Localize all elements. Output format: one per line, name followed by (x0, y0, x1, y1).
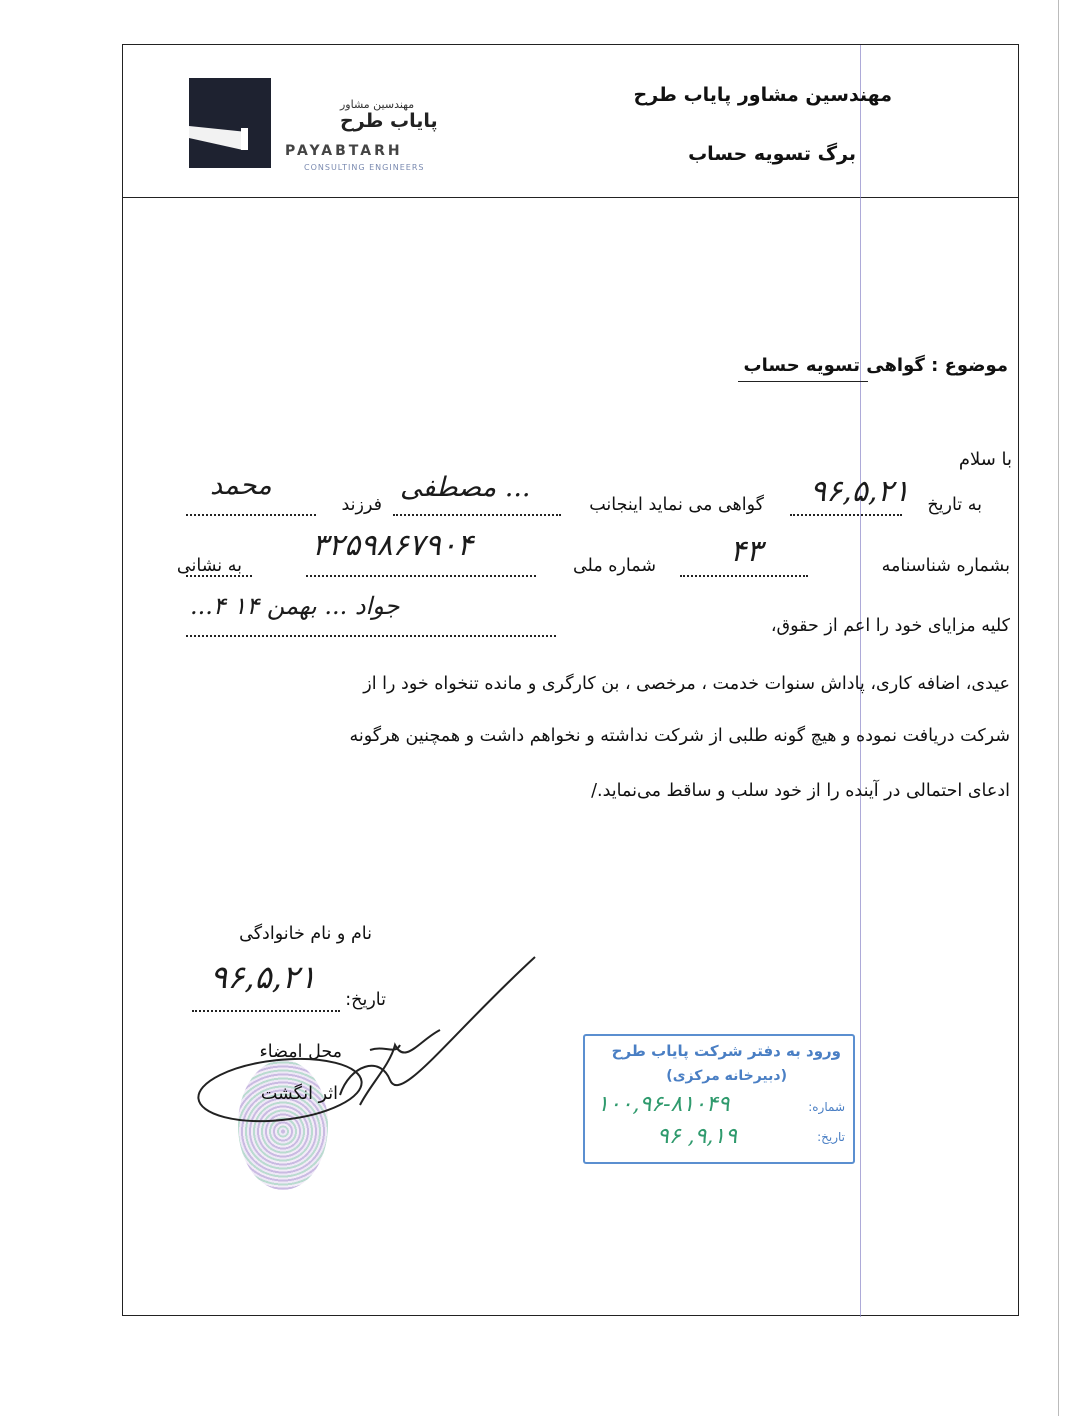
stamp-title: ورود به دفتر شرکت پایاب طرح (611, 1042, 841, 1060)
company-name: مهندسین مشاور پایاب طرح (633, 84, 892, 106)
stamp-number-label: شماره: (808, 1100, 845, 1114)
handwritten-signature (190, 945, 550, 1145)
line1-prefix: به تاریخ (927, 495, 982, 515)
greeting: با سلام (958, 449, 1012, 470)
subject-line: موضوع : گواهی تسویه حساب (743, 355, 1008, 376)
stamp-subtitle: (دبیرخانه مرکزی) (666, 1068, 787, 1084)
stamp-number-value: ۱۰۰,۹۶-۸۱۰۴۹ (597, 1092, 730, 1117)
line3-text: کلیه مزایای خود را اعم از حقوق، (770, 616, 1010, 636)
form-title: برگ تسویه حساب (688, 143, 856, 165)
handwritten-address: ...جواد ... بهمن ۱۴ ۴ (190, 592, 400, 620)
name-label: نام و نام خانوادگی (239, 924, 372, 944)
line1-mid: گواهی می نماید اینجانب (589, 495, 764, 515)
handwritten-date: ۹۶,۵,۲۱ (810, 474, 910, 509)
logo-english-name: PAYABTARH (285, 143, 403, 159)
stamp-date-value: ۹۶ ,۹,۱۹ (657, 1124, 738, 1149)
body-line-4: عیدی، اضافه کاری، پاداش سنوات خدمت ، مرخصی ، بن کارگری و مانده تنخواه خود را از (363, 674, 1010, 694)
handwritten-national-id: ۳۲۵۹۸۶۷۹۰۴ (312, 528, 474, 563)
address-field-dots (186, 635, 556, 637)
date-label: تاریخ: (345, 990, 386, 1010)
page-edge-line (1058, 0, 1059, 1416)
id-number-dots (680, 575, 808, 577)
national-id-dots (306, 575, 536, 577)
address-start-dots (186, 575, 252, 577)
stamp-date-label: تاریخ: (817, 1130, 845, 1144)
father-field-dots (186, 514, 316, 516)
registration-stamp (583, 1034, 855, 1164)
handwritten-father-name: محمد (210, 470, 272, 501)
handwritten-sign-date: ۹۶,۵,۲۱ (210, 958, 317, 996)
name-field-dots (393, 514, 561, 516)
company-logo-mark (189, 78, 271, 168)
line2-mid: شماره ملی (572, 556, 656, 576)
line2-suffix: به نشانی (176, 556, 242, 576)
sign-place-label: محل امضاء (259, 1042, 342, 1062)
line1-suffix: فرزند (341, 495, 382, 515)
fingerprint-label: اثر انگشت (260, 1084, 338, 1104)
line2-prefix: بشماره شناسنامه (881, 556, 1010, 576)
body-line-6: ادعای احتمالی در آینده را از خود سلب و ساقط می‌نماید./ (591, 781, 1010, 801)
logo-persian-small: مهندسین مشاور (340, 98, 415, 111)
subject-underline (738, 381, 868, 382)
body-line-5: شرکت دریافت نموده و هیچ گونه طلبی از شرکت نداشته و نخواهم داشت و همچنین هرگونه (349, 726, 1010, 746)
header-divider (123, 197, 1018, 198)
handwritten-name: مصطفی ... (400, 472, 531, 503)
logo-persian-name: پایاب طرح (340, 110, 438, 132)
date-field-dots (790, 514, 902, 516)
logo-english-subtitle: CONSULTING ENGINEERS (304, 163, 425, 172)
handwritten-id-number: ۴۳ (730, 534, 763, 569)
